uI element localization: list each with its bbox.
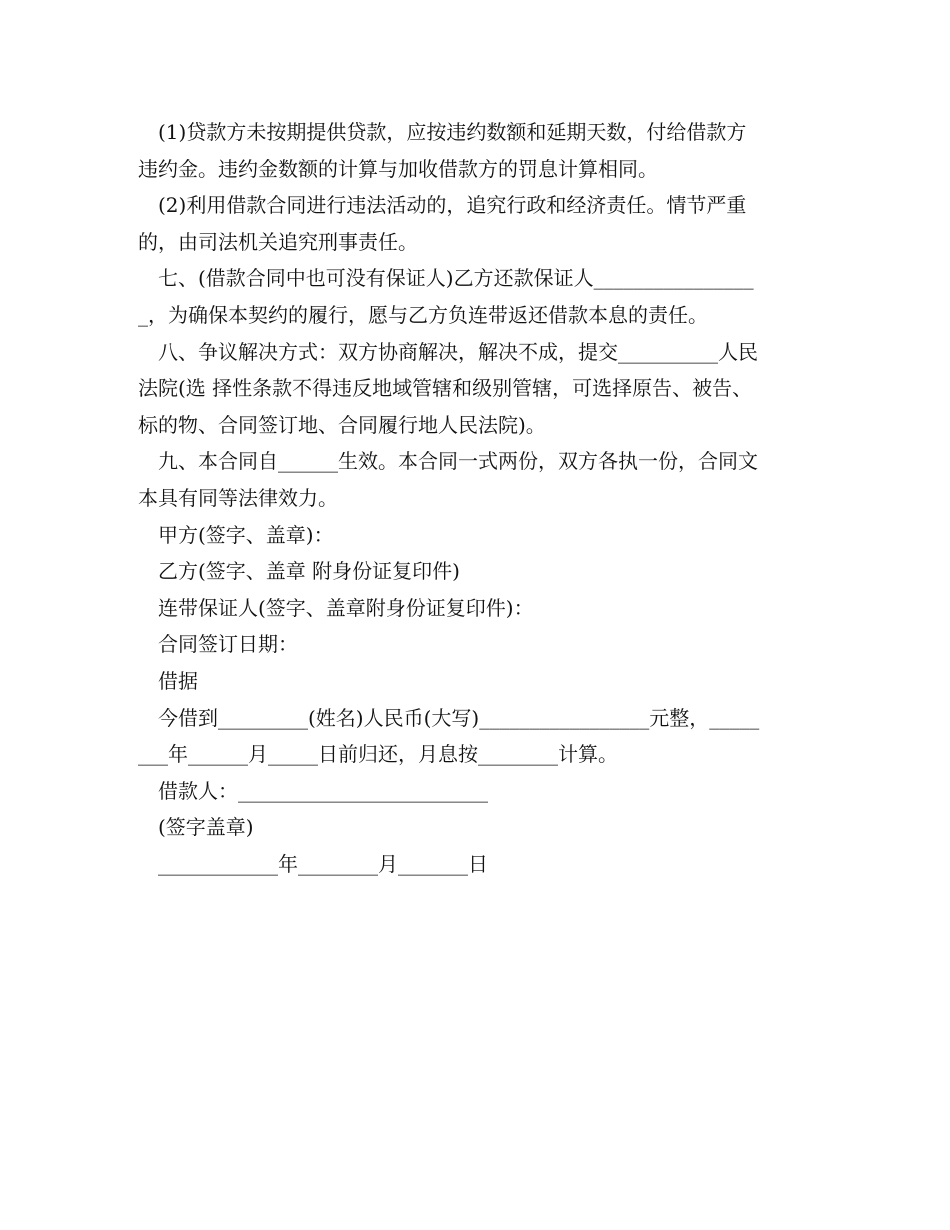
document-page bbox=[138, 114, 814, 882]
text-line: 标的物、合同签订地、合同履行地人民法院)。 bbox=[138, 412, 546, 437]
text-line: 连带保证人(签字、盖章附身份证复印件)： bbox=[138, 595, 534, 620]
text-line: ___年______月_____日前归还，月息按________计算。 bbox=[138, 742, 618, 767]
text-line: 的，由司法机关追究刑事责任。 bbox=[138, 229, 418, 254]
text-line: 合同签订日期： bbox=[138, 632, 298, 657]
text-line: 法院(选 择性条款不得违反地域管辖和级别管辖，可选择原告、被告、 bbox=[138, 376, 753, 401]
text-line: 甲方(签字、盖章)： bbox=[138, 522, 334, 547]
text-line: (2)利用借款合同进行违法活动的，追究行政和经济责任。情节严重 bbox=[138, 193, 747, 218]
text-line: 本具有同等法律效力。 bbox=[138, 485, 338, 510]
text-line: 今借到_________(姓名)人民币(大写)_________________元整，_____ bbox=[138, 705, 760, 730]
text-line: 七、(借款合同中也可没有保证人)乙方还款保证人________________ bbox=[138, 266, 754, 291]
text-line: (签字盖章) bbox=[138, 815, 254, 840]
text-line: 八、争议解决方式：双方协商解决，解决不成，提交__________人民 bbox=[138, 339, 758, 364]
text-line: 违约金。违约金数额的计算与加收借款方的罚息计算相同。 bbox=[138, 156, 658, 181]
text-line: 九、本合同自______生效。本合同一式两份，双方各执一份，合同文 bbox=[138, 449, 758, 474]
text-line: 借款人：_________________________ bbox=[138, 778, 488, 803]
text-line: _，为确保本契约的履行，愿与乙方负连带返还借款本息的责任。 bbox=[138, 302, 708, 327]
text-line: (1)贷款方未按期提供贷款，应按违约数额和延期天数，付给借款方 bbox=[138, 120, 747, 144]
text-line: 借据 bbox=[138, 668, 198, 693]
text-line: 乙方(签字、盖章 附身份证复印件) bbox=[138, 559, 460, 584]
text-line: ____________年________月_______日 bbox=[138, 851, 488, 876]
